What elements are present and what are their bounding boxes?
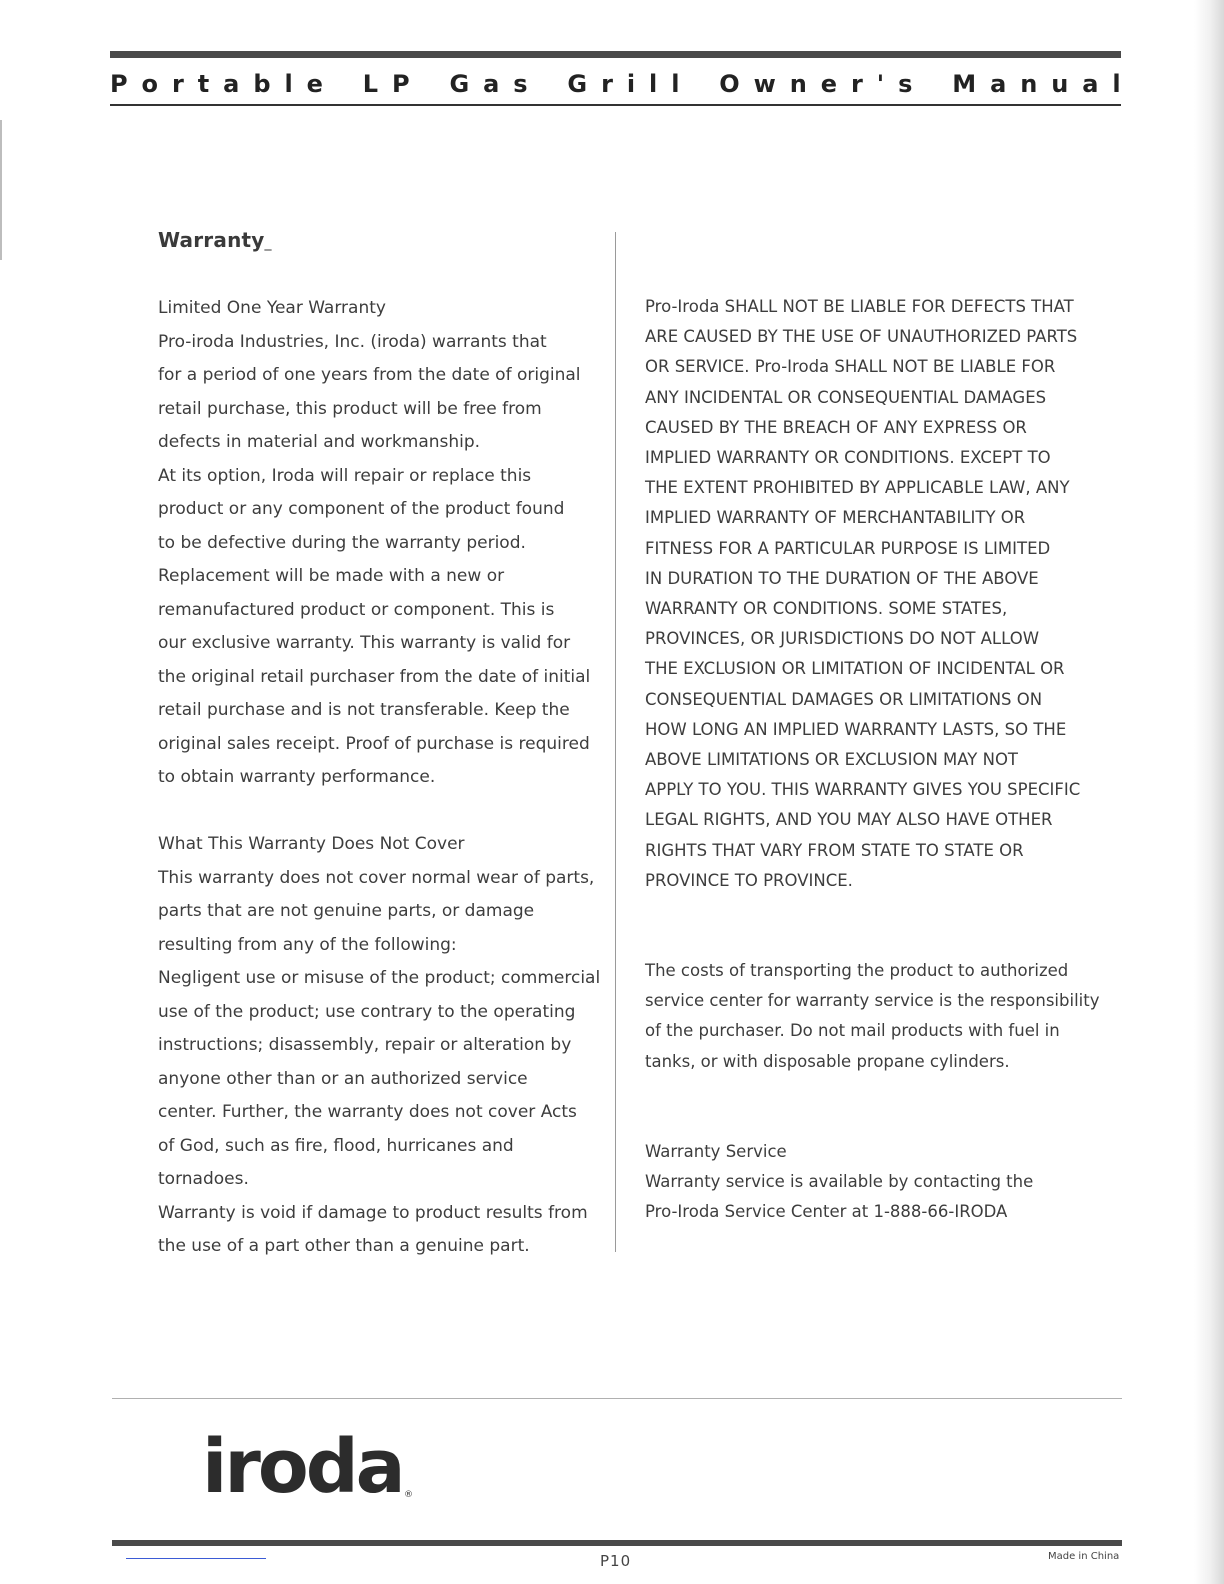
- body-line: Warranty is void if damage to product results from: [158, 1202, 588, 1223]
- legal-line: FITNESS FOR A PARTICULAR PURPOSE IS LIMITED: [645, 538, 1051, 558]
- title-letter: O: [719, 70, 740, 98]
- title-letter: o: [141, 70, 159, 98]
- body-line: retail purchase, this product will be free from: [158, 398, 542, 419]
- legal-line: ANY INCIDENTAL OR CONSEQUENTIAL DAMAGES: [645, 387, 1047, 407]
- legal-line: CONSEQUENTIAL DAMAGES OR LIMITATIONS ON: [645, 689, 1043, 709]
- page-number: P10: [600, 1552, 632, 1570]
- title-letter: r: [601, 70, 613, 98]
- legal-line: THE EXCLUSION OR LIMITATION OF INCIDENTAL OR: [645, 659, 1065, 679]
- body-line: retail purchase and is not transferable. Keep the: [158, 700, 570, 720]
- body-line: instructions; disassembly, repair or alteration by: [158, 1035, 572, 1055]
- title-letter: l: [284, 70, 293, 98]
- liability-disclaimer: [645, 292, 1105, 896]
- footer-rule: [112, 1398, 1122, 1399]
- body-line: our exclusive warranty. This warranty is valid for: [158, 633, 571, 653]
- title-letter: e: [306, 70, 323, 98]
- section-title: [158, 228, 272, 252]
- legal-line: THE EXTENT PROHIBITED BY APPLICABLE LAW, ANY: [645, 478, 1070, 498]
- title-letter: t: [197, 70, 210, 98]
- warranty-service-body: [645, 1167, 1105, 1227]
- legal-line: PROVINCES, OR JURISDICTIONS DO NOT ALLOW: [645, 629, 1040, 649]
- body-line: remanufactured product or component. This is: [158, 599, 555, 620]
- body-line: Warranty service is available by contacting the: [645, 1172, 1034, 1192]
- body-line: the use of a part other than a genuine part.: [158, 1236, 530, 1256]
- legal-line: IN DURATION TO THE DURATION OF THE ABOVE: [645, 568, 1039, 588]
- body-line: use of the product; use contrary to the operating: [158, 1001, 576, 1022]
- body-line: defects in material and workmanship.: [158, 432, 481, 452]
- left-column: [158, 292, 608, 1264]
- body-line: At its option, Iroda will repair or replace this: [158, 465, 532, 486]
- body-line: Pro-Iroda Service Center at 1-888-66-IRODA: [645, 1202, 1008, 1222]
- legal-line: CAUSED BY THE BREACH OF ANY EXPRESS OR: [645, 417, 1027, 437]
- title-letter: i: [626, 70, 636, 98]
- iroda-logo: [198, 1424, 438, 1510]
- body-line: parts that are not genuine parts, or damage: [158, 901, 535, 921]
- legal-line: ARE CAUSED BY THE USE OF UNAUTHORIZED PARTS: [645, 327, 1078, 347]
- title-letter: r: [171, 70, 184, 98]
- limited-warranty-heading: Limited One Year Warranty: [158, 298, 386, 318]
- title-letter: w: [753, 70, 776, 98]
- title-letter: b: [253, 70, 271, 98]
- body-line: Negligent use or misuse of the product; commercial: [158, 968, 601, 988]
- header-rule: [110, 104, 1121, 106]
- legal-line: Pro-Iroda SHALL NOT BE LIABLE FOR DEFECTS THAT: [645, 297, 1074, 316]
- body-line: tornadoes.: [158, 1169, 249, 1189]
- footer-bar: [112, 1540, 1122, 1546]
- right-column: [645, 292, 1105, 1227]
- legal-line: WARRANTY OR CONDITIONS. SOME STATES,: [645, 599, 1008, 619]
- title-letter: a: [990, 70, 1007, 98]
- title-letter: M: [952, 70, 977, 98]
- body-line: service center for warranty service is the responsibility: [645, 991, 1100, 1011]
- body-line: The costs of transporting the product to authorized: [645, 961, 1069, 981]
- body-line: Pro-iroda Industries, Inc. (iroda) warrants that: [158, 331, 547, 352]
- body-line: the original retail purchaser from the date of initial: [158, 666, 591, 687]
- legal-line: APPLY TO YOU. THIS WARRANTY GIVES YOU SPECIFIC: [645, 780, 1081, 800]
- title-letter: P: [110, 70, 128, 98]
- legal-line: IMPLIED WARRANTY OF MERCHANTABILITY OR: [645, 508, 1026, 528]
- legal-line: PROVINCE TO PROVINCE.: [645, 870, 853, 890]
- title-letter: G: [449, 70, 470, 98]
- section-title-text: Warranty: [158, 228, 265, 252]
- scan-edge-left: [0, 120, 2, 260]
- title-letter: G: [567, 70, 588, 98]
- title-letter: n: [789, 70, 807, 98]
- body-line: resulting from any of the following:: [158, 934, 457, 955]
- footer-underline: [126, 1558, 266, 1559]
- body-line: product or any component of the product found: [158, 499, 565, 519]
- title-letter: r: [851, 70, 863, 98]
- title-letter: a: [1082, 70, 1099, 98]
- section-title-suffix: _: [264, 235, 272, 251]
- header-top-bar: [110, 51, 1121, 58]
- not-cover-heading: What This Warranty Does Not Cover: [158, 834, 465, 854]
- title-letter: l: [649, 70, 658, 98]
- not-cover-body: [158, 862, 608, 1264]
- body-line: anyone other than or an authorized service: [158, 1068, 528, 1089]
- title-letter: P: [392, 70, 410, 98]
- body-line: tanks, or with disposable propane cylinders.: [645, 1051, 1010, 1071]
- made-in-label: Made in China: [1048, 1551, 1120, 1562]
- transport-costs-paragraph: [645, 956, 1105, 1077]
- legal-line: RIGHTS THAT VARY FROM STATE TO STATE OR: [645, 840, 1024, 860]
- legal-line: LEGAL RIGHTS, AND YOU MAY ALSO HAVE OTHER: [645, 810, 1053, 830]
- title-letter: ': [876, 70, 885, 98]
- legal-line: OR SERVICE. Pro-Iroda SHALL NOT BE LIABLE FOR: [645, 357, 1056, 377]
- body-line: Replacement will be made with a new or: [158, 566, 505, 586]
- body-line: of God, such as fire, flood, hurricanes and: [158, 1135, 514, 1156]
- legal-line: IMPLIED WARRANTY OR CONDITIONS. EXCEPT TO: [645, 448, 1051, 468]
- title-letter: a: [223, 70, 240, 98]
- body-line: to be defective during the warranty period.: [158, 532, 526, 553]
- logo-wordmark: iroda: [202, 1424, 403, 1510]
- body-line: of the purchaser. Do not mail products with fuel in: [645, 1021, 1060, 1041]
- title-letter: l: [671, 70, 680, 98]
- title-letter: n: [1020, 70, 1038, 98]
- title-letter: u: [1051, 70, 1069, 98]
- manual-title: [110, 69, 1121, 99]
- body-line: This warranty does not cover normal wear of parts,: [158, 867, 595, 888]
- title-letter: s: [898, 70, 913, 98]
- title-letter: s: [513, 70, 528, 98]
- scan-edge-right: [1194, 0, 1224, 1584]
- title-letter: L: [362, 70, 379, 98]
- body-line: center. Further, the warranty does not cover Acts: [158, 1102, 577, 1122]
- legal-line: HOW LONG AN IMPLIED WARRANTY LASTS, SO THE: [645, 719, 1067, 739]
- body-line: original sales receipt. Proof of purchase is required: [158, 733, 590, 754]
- title-letter: l: [1112, 70, 1121, 98]
- registered-mark: ®: [404, 1490, 413, 1500]
- body-line: to obtain warranty performance.: [158, 767, 436, 787]
- warranty-service-heading: Warranty Service: [645, 1141, 787, 1161]
- limited-warranty-body: [158, 326, 608, 795]
- legal-line: ABOVE LIMITATIONS OR EXCLUSION MAY NOT: [645, 750, 1019, 770]
- body-line: for a period of one years from the date of original: [158, 365, 581, 385]
- title-letter: a: [483, 70, 500, 98]
- column-divider: [615, 232, 616, 1252]
- title-letter: e: [820, 70, 838, 98]
